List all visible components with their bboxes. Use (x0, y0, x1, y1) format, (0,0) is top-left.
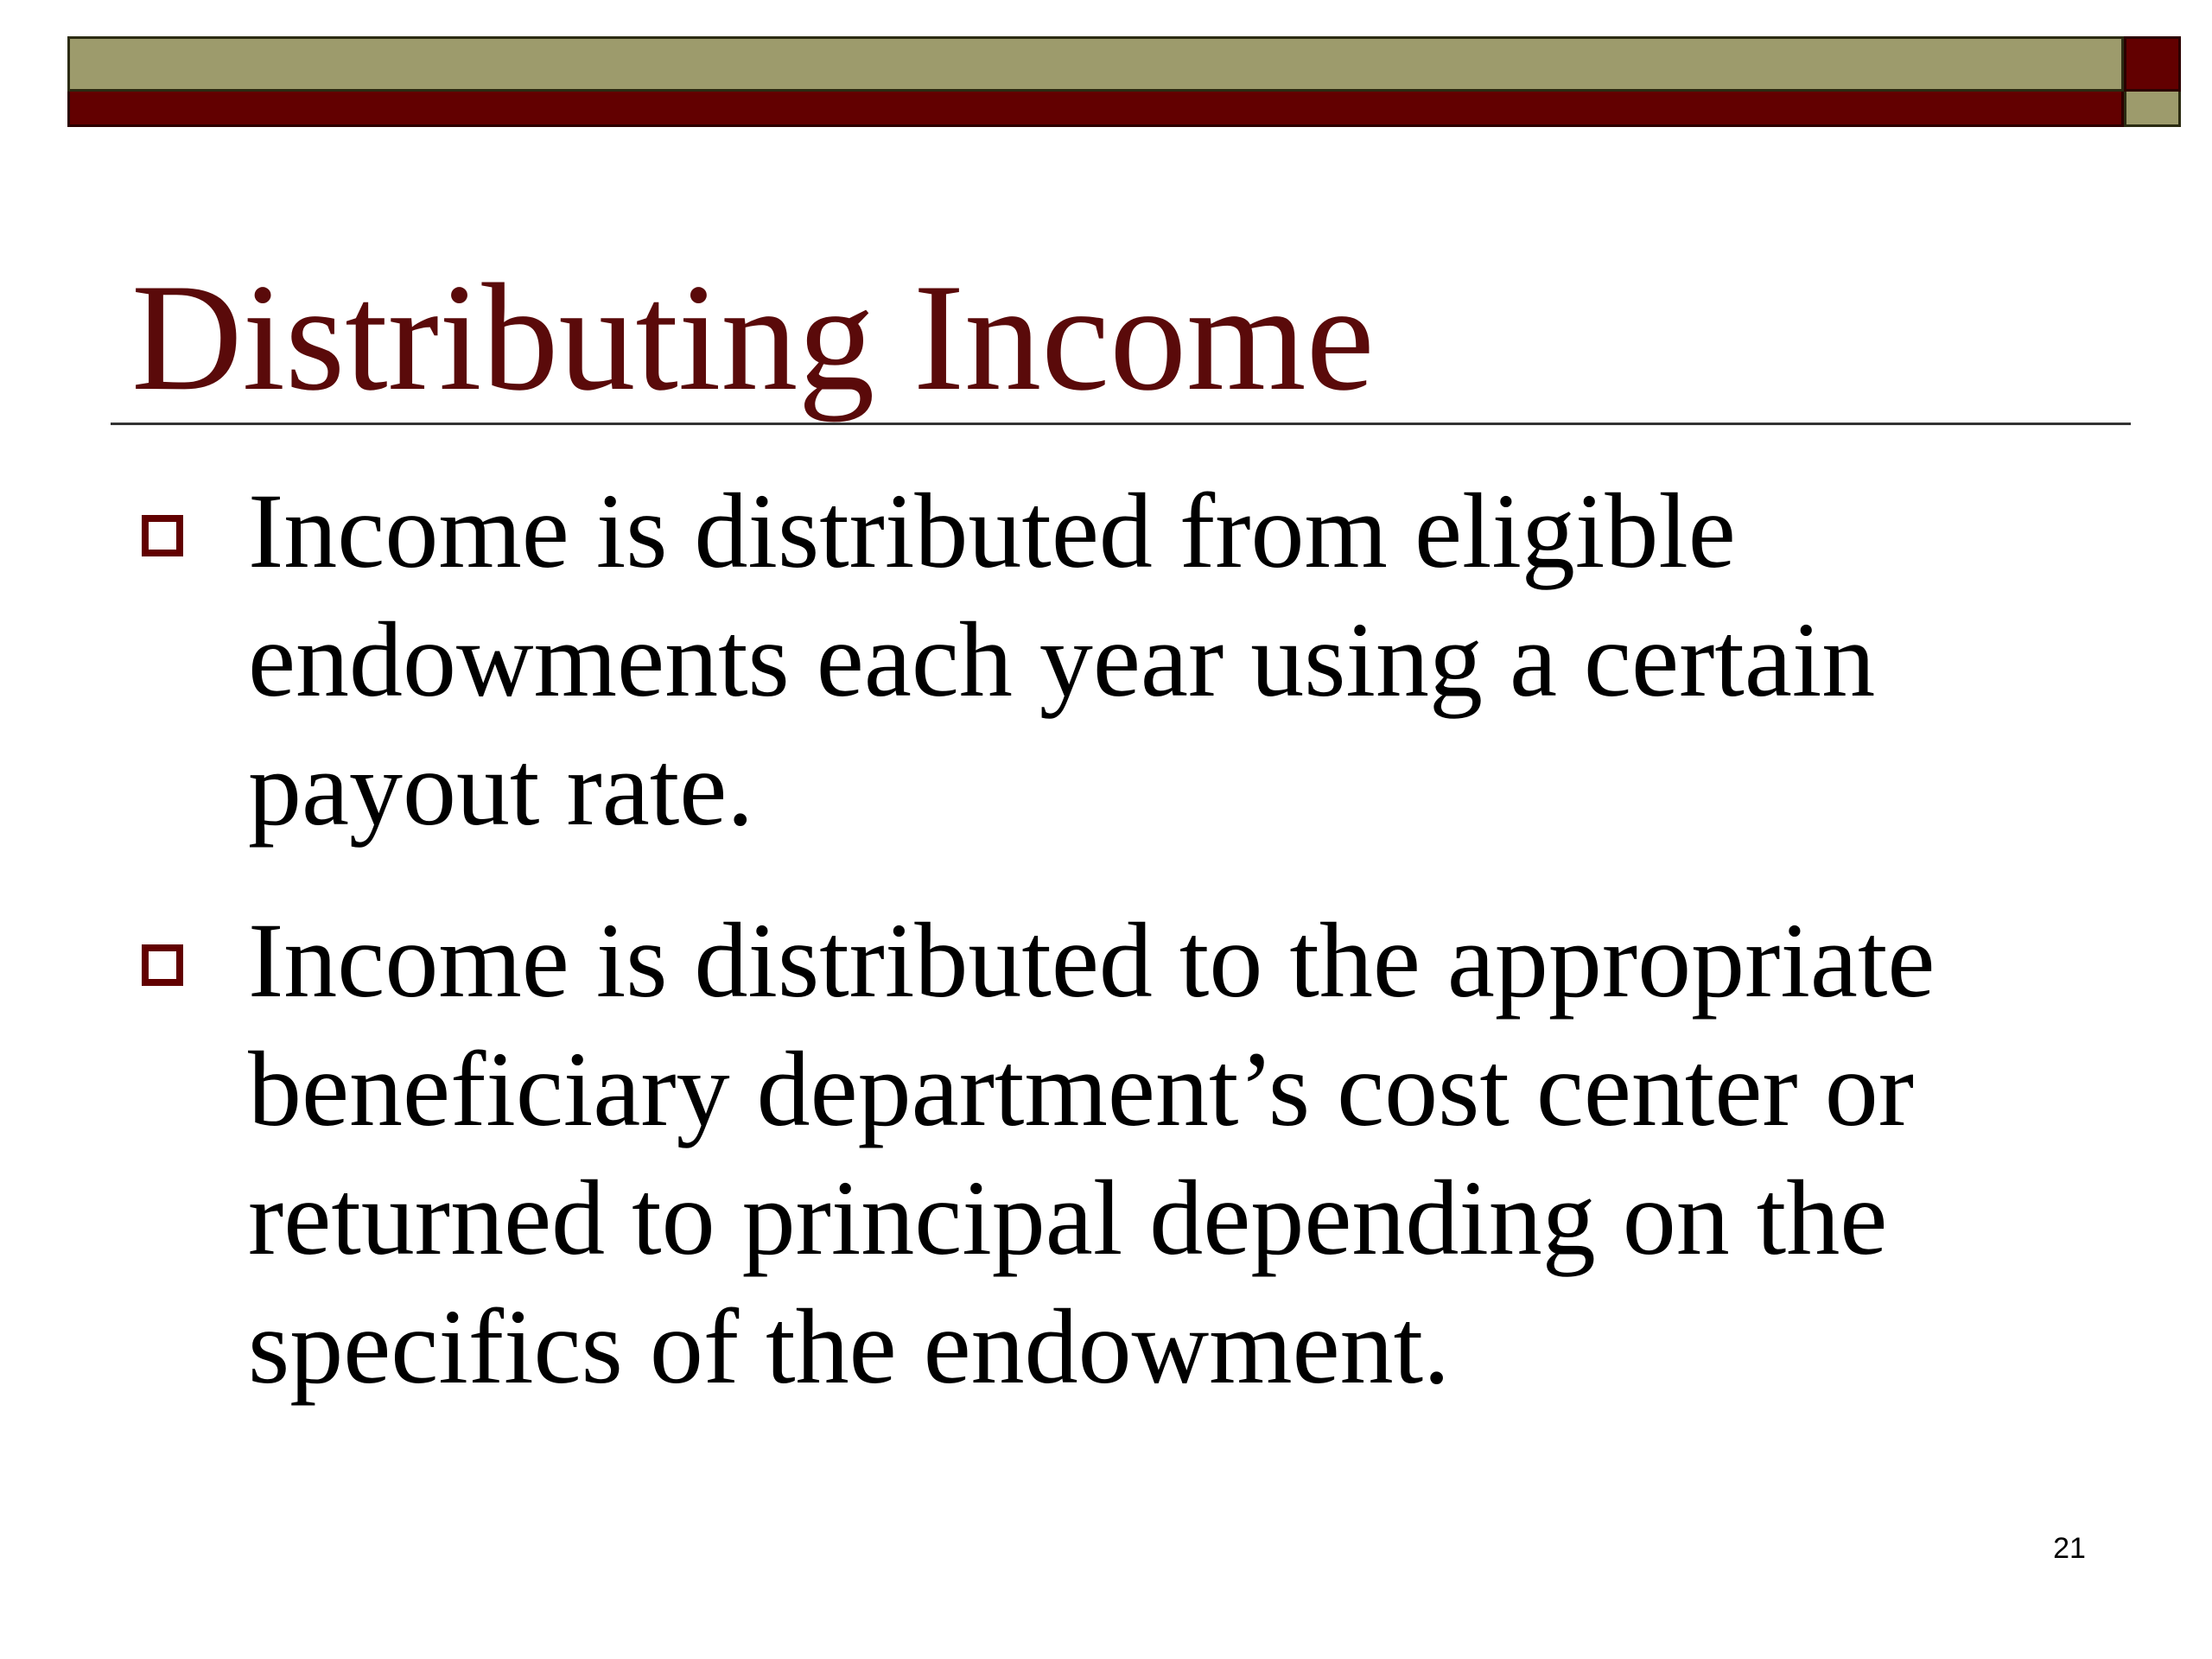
bullet-text: Income is distributed from eligible endowments each year using a certain payout rate. (248, 472, 1876, 848)
header-corner-maroon-block (2124, 36, 2181, 92)
hollow-square-bullet-icon (142, 515, 183, 556)
header-bar-olive (67, 36, 2124, 92)
header-bar-maroon (67, 92, 2124, 127)
bullet-text: Income is distributed to the appropriate beneficiary department’s cost center or returned to principal depending on the specifics of the endowment. (248, 901, 1936, 1406)
title-divider (111, 423, 2131, 425)
slide-title: Distributing Income (131, 251, 1375, 423)
hollow-square-bullet-icon (142, 944, 183, 986)
bullet-item (130, 896, 2031, 1411)
page-number: 21 (2053, 1532, 2086, 1565)
bullet-item (130, 467, 2031, 853)
bullet-list (130, 467, 2031, 1454)
header-corner-olive-block (2124, 92, 2181, 127)
